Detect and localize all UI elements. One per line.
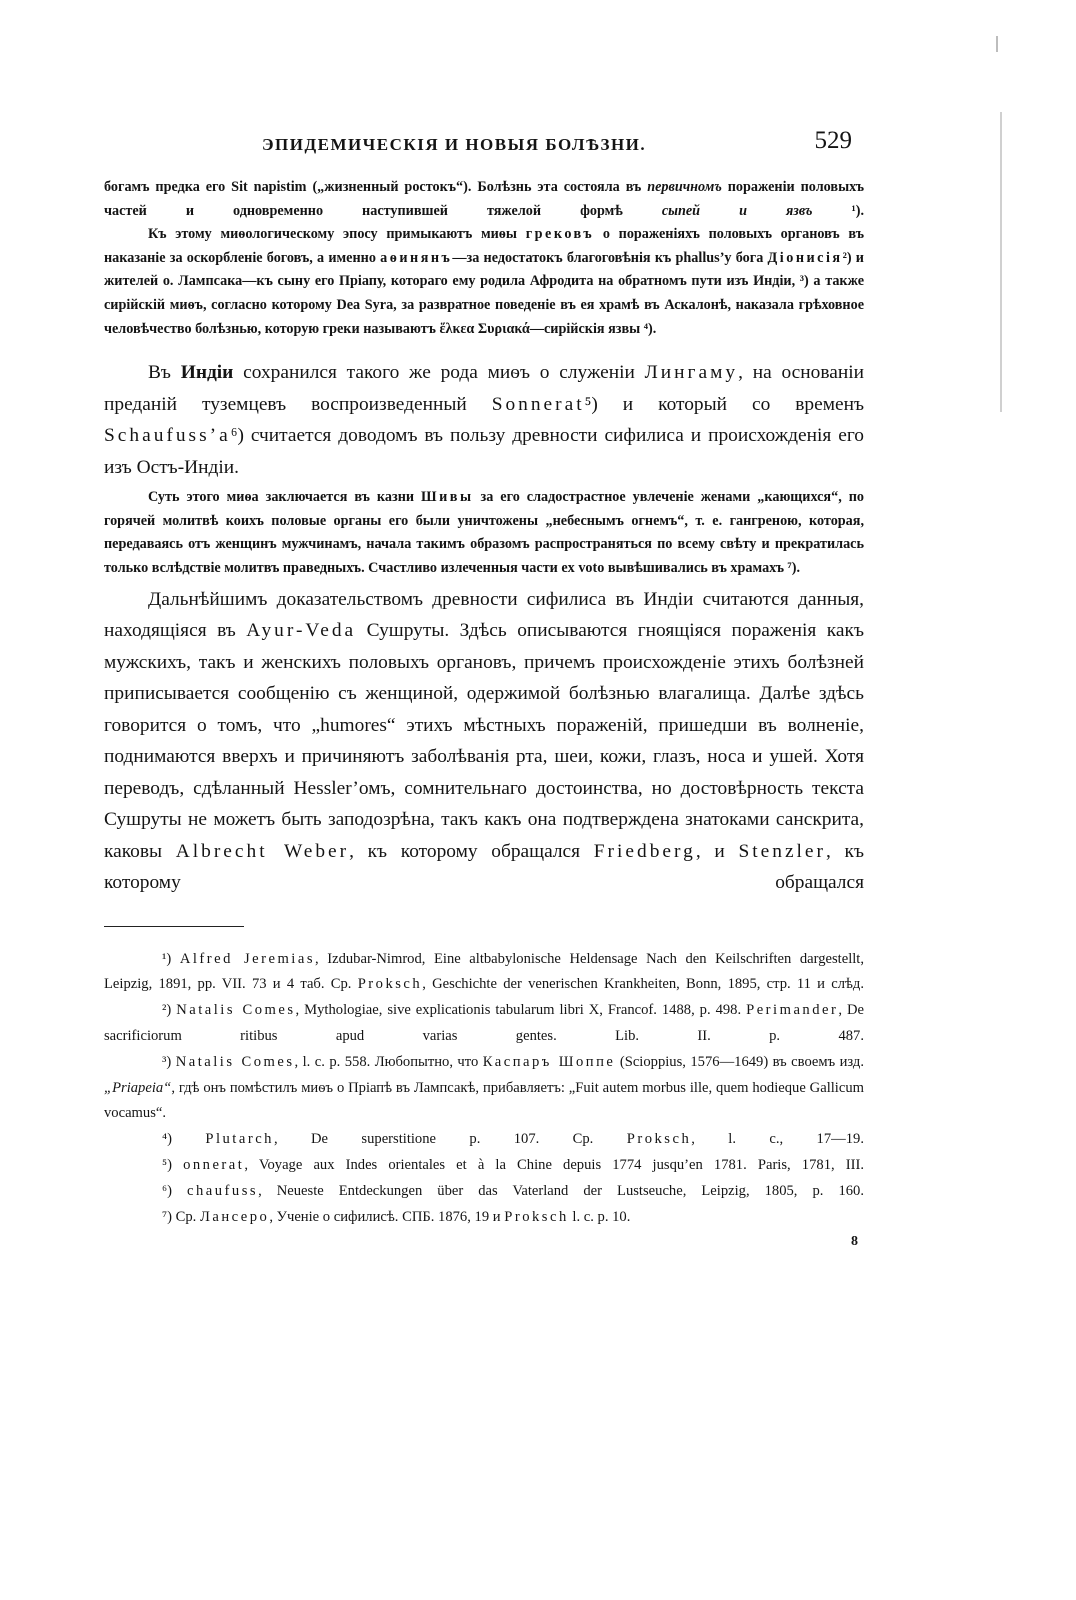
text-run: ²) и жителей о. Лампсака—къ сыну его Пріапу, котораго ему родила Афродита на обратномъ пути изъ Индіи, ³) а также сирійскій миѳъ, согласно которому Dea Syra, за развратное поведеніе въ ея храмѣ въ Аскалонѣ, наказала грѣховное человѣчество болѣзнью, которую греки называютъ ἕλκεα Συριακά—сирійскія язвы ⁴). [104,249,864,337]
text-run: Сушруты. Здѣсь описываются гноящіяся пораженія какъ мужскихъ, такъ и женскихъ половыхъ органовъ, причемъ происхожденіе этихъ болѣзней приписывается сообщенію съ женщиной, одержимой болѣзнью влагалища. Далѣе здѣсь говорится о томъ, что „humores“ этихъ мѣстныхъ пораженій, пришедши въ волненіе, поднимаются вверхъ и причиняютъ заболѣванія рта, шеи, кожи, глазъ, носа и ушей. Хотя переводъ, сдѣланный Hessler’омъ, сомнительнаго достоинства, но достовѣрность текста Сушруты не можетъ быть заподозрѣна, такъ какъ она подтверждена знатоками санскрита, каковы [104,620,864,862]
spaced-name: Ayur-Veda [246,620,357,642]
footnote-divider [104,926,244,927]
paragraph-small [104,176,864,223]
spaced-name: аѳинянъ [380,249,453,266]
text-run: пораженіи половыхъ частей и одновременно наступившей тяжелой формѣ [104,179,864,219]
italic-term: сыпей и язвъ [661,202,813,219]
page-body [104,176,864,1250]
footnote-number: ¹) [162,950,180,967]
text-run: ⁶) считается доводомъ въ пользу древности сифилиса и происхожденія его изъ Остъ-Индіи. [104,425,864,478]
text-run: , на основаніи преданій туземцевъ воспроизведенный [104,362,864,415]
bold-term: Индіи [180,362,234,384]
text-run: Суть этого миѳа заключается въ казни [148,489,422,506]
spaced-name: Perimander [746,1002,839,1019]
text-run: l. c. p. 10. [568,1208,631,1225]
text-run: Къ этому миѳологическому эпосу примыкаютъ миѳы [148,226,526,243]
text-run: Дальнѣйшимъ доказательствомъ древности сифилиса въ Индіи считаются данныя, находящіяся въ [104,588,864,642]
text-run: , Izdubar-Nimrod, Eine altbabylonische Heldensage Nach den Keilschriften dargestellt, Leipzig, 1891, pp. VII. 73 и 4 таб. Ср. [104,950,865,993]
text-run: , Neueste Entdeckungen über das Vaterland der Lustseuche, Leipzig, 1805, p. 160. [258,1182,864,1199]
text-run: , De superstitione p. 107. Ср. [273,1131,627,1148]
footnotes [104,947,864,1231]
spaced-name: Лансеро [199,1208,270,1225]
text-run: (Scioppius, 1576—1649) въ своемъ изд. [615,1053,865,1070]
text-run: , гдѣ онъ помѣстилъ миѳъ о Пріапѣ въ Лампсакѣ, прибавляетъ: „Fuit autem morbus ille, quem hodieque Gallicum vocamus“. [104,1079,864,1122]
footnote-number: ⁷) [162,1208,176,1225]
footnote-number: ³) [162,1053,176,1070]
text-run: сохранился такого же рода миѳъ о служеніи [233,362,645,384]
footnote [104,947,864,999]
spaced-name: Proksch [626,1131,692,1148]
spaced-name: Sonnerat [491,393,585,415]
footnote [104,1205,864,1231]
spaced-name: Alfred Jeremias [179,950,316,967]
spaced-name: Каспаръ Шоппе [482,1053,616,1070]
text-run: ⁵) и который со временъ [584,393,864,415]
text-run: , Ученіе о сифилисѣ. СПБ. 1876, 19 и [269,1208,505,1225]
footnote [104,1179,864,1205]
spaced-name: Stenzler [738,840,826,862]
text-run: Въ [148,362,181,384]
text-run: , Mythologiae, sive explicationis tabularum libri X, Francof. 1488, p. 498. [295,1002,747,1019]
spaced-name: Natalis Comes [175,1053,295,1070]
spaced-name: Friedberg [593,840,696,862]
page-number: 529 [814,127,852,154]
spaced-name: Natalis Comes [176,1002,296,1019]
spaced-name: chaufuss [186,1182,259,1199]
text-run: —за недостатокъ благоговѣнія къ phallus’у бога [452,249,768,266]
text-run: Ср. [175,1208,200,1225]
footnote-number: ⁵) [162,1156,184,1173]
text-run: , l. c., 17—19. [691,1131,864,1148]
text-run: богамъ предка его Sit napistim („жизненный ростокъ“). Болѣзнь эта состояла въ [104,179,648,195]
text-run: , къ которому обращался [104,840,865,894]
text-run: за его сладострастное увлеченіе женами „кающихся“, по горячей молитвѣ коихъ половые органы его были уничтожены „небеснымъ огнемъ“, т. е. гангреною, которая, передаваясь отъ женщинъ мужчинамъ, начала такимъ образомъ распространяться по всему свѣту и прекратилась только вслѣдствіе молитвъ праведныхъ. Счастливо излеченныя части ex voto вывѣшивались въ храмахъ ⁷). [104,489,865,576]
italic-term: „Priapeia“ [104,1079,172,1096]
text-run: о пораженіяхъ половыхъ органовъ въ наказаніе за оскорбленіе боговъ, а именно [104,226,864,266]
scan-side-rule [1000,112,1002,412]
spaced-name: Albrecht Weber [175,840,350,862]
paragraph-main [104,357,864,483]
spaced-name: Schaufuss’a [104,425,231,447]
footnote [104,1153,864,1179]
spaced-name: Шивы [421,489,474,506]
spaced-name: Proksch [357,976,423,993]
text-run: , къ которому обращался [349,840,594,862]
text-run: , l. c. p. 558. Любопытно, что [294,1053,483,1070]
footnote-number: ²) [162,1002,177,1019]
scan-edge-mark [996,36,998,52]
footnote-number: ⁴) [162,1131,206,1148]
spaced-name: Proksch [504,1208,569,1225]
spaced-name: Діонисія [767,249,843,266]
spaced-name: Лингаму [644,362,739,384]
page-header [104,127,852,161]
paragraph-small [104,223,864,341]
spaced-name: onnerat [183,1156,245,1173]
italic-term: первичномъ [647,179,722,195]
footnote [104,1127,864,1153]
footnote [104,998,864,1050]
footnote-number: ⁶) [162,1182,187,1199]
footnote [104,1050,864,1127]
text-run: ¹). [812,202,864,219]
text-run: , Geschichte der venerischen Krankheiten, Bonn, 1895, стр. 11 и слѣд. [422,976,865,993]
text-run: , Voyage aux Indes orientales et à la Chine depuis 1774 jusqu’en 1781. Paris, 1781, III. [244,1156,864,1173]
text-run: , и [695,840,739,862]
paragraph-main [104,584,864,899]
text-run: , De sacrificiorum ritibus apud varias gentes. Lib. II. p. 487. [104,1002,864,1044]
spaced-name: грековъ [525,226,595,243]
printer-signature: 8 [851,1234,858,1250]
running-title: ЭПИДЕМИЧЕСКІЯ И НОВЫЯ БОЛѢЗНИ. [262,135,647,154]
spaced-name: Plutarch [205,1131,274,1148]
paragraph-small [104,486,864,580]
